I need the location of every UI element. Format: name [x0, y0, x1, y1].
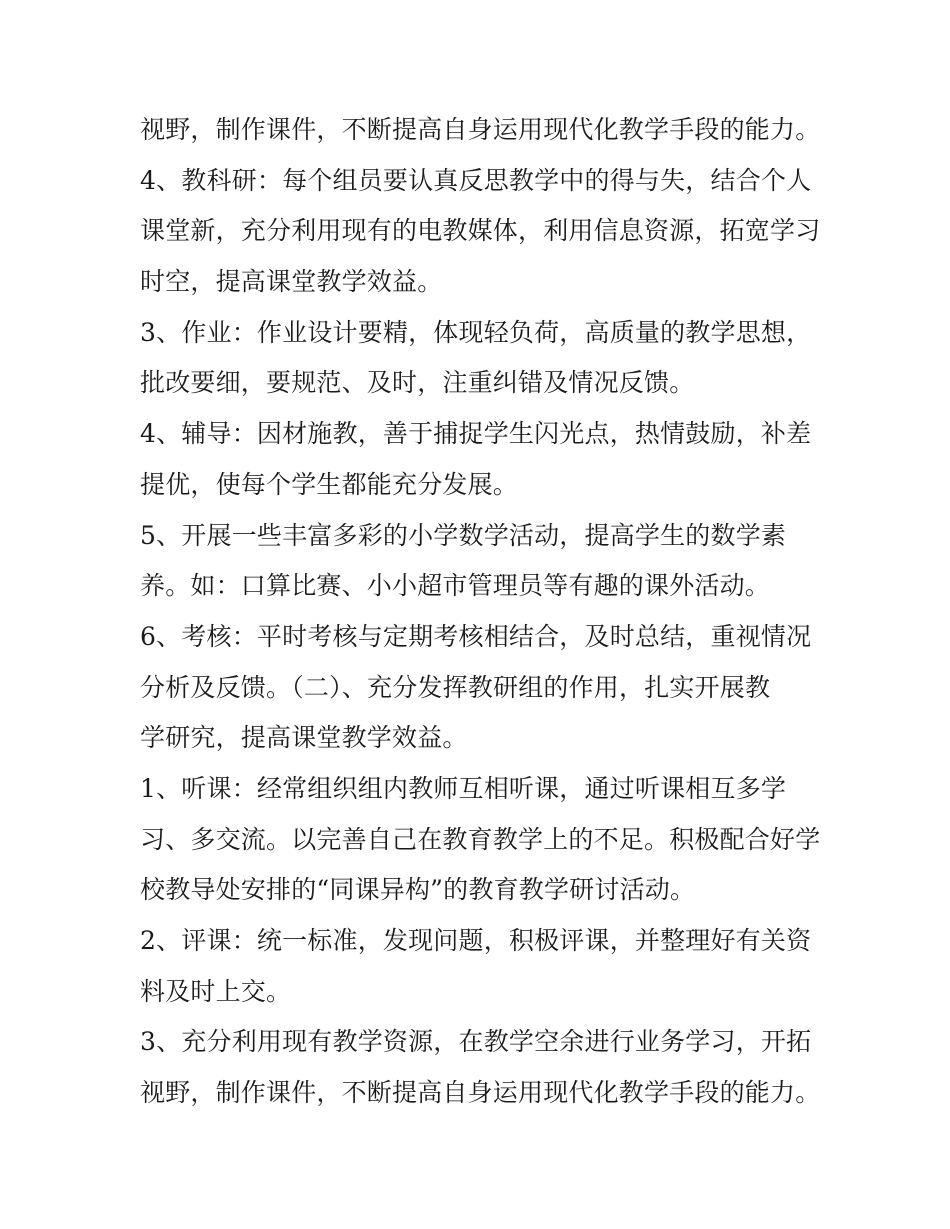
text-line: 4、教科研：每个组员要认真反思教学中的得与失，结合个人 — [140, 165, 812, 195]
text-line: 习、多交流。以完善自己在教育教学上的不足。积极配合好学 — [140, 824, 821, 854]
text-line: 批改要细，要规范、及时，注重纠错及情况反馈。 — [140, 368, 695, 398]
document-page — [140, 105, 830, 1119]
text-line: 5、开展一些丰富多彩的小学数学活动，提高学生的数学素 — [140, 520, 787, 550]
text-line: 料及时上交。 — [140, 976, 292, 1006]
text-line: 3、作业：作业设计要精，体现轻负荷，高质量的教学思想， — [140, 317, 812, 347]
text-line: 课堂新，充分利用现有的电教媒体，利用信息资源，拓宽学习 — [140, 216, 821, 246]
text-line: 视野，制作课件，不断提高自身运用现代化教学手段的能力。 — [140, 1078, 821, 1108]
text-line: 学研究，提高课堂教学效益。 — [140, 723, 468, 753]
text-line: 养。如：口算比赛、小小超市管理员等有趣的课外活动。 — [140, 571, 771, 601]
text-line: 6、考核：平时考核与定期考核相结合，及时总结，重视情况 — [140, 621, 812, 651]
text-line: 校教导处安排的“同课异构”的教育教学研讨活动。 — [140, 875, 696, 905]
text-line: 时空，提高课堂教学效益。 — [140, 267, 443, 297]
text-line: 2、评课：统一标准，发现问题，积极评课，并整理好有关资 — [140, 926, 812, 955]
text-line: 分析及反馈。（二）、充分发挥教研组的作用，扎实开展教 — [140, 672, 771, 702]
text-line: 提优，使每个学生都能充分发展。 — [140, 469, 519, 499]
text-line: 4、辅导：因材施教，善于捕捉学生闪光点，热情鼓励，补差 — [140, 419, 812, 449]
text-line: 1、听课：经常组织组内教师互相听课，通过听课相互多学 — [140, 773, 787, 803]
text-line: 视野，制作课件，不断提高自身运用现代化教学手段的能力。 — [140, 115, 821, 144]
text-line: 3、充分利用现有教学资源，在教学空余进行业务学习，开拓 — [140, 1027, 812, 1057]
